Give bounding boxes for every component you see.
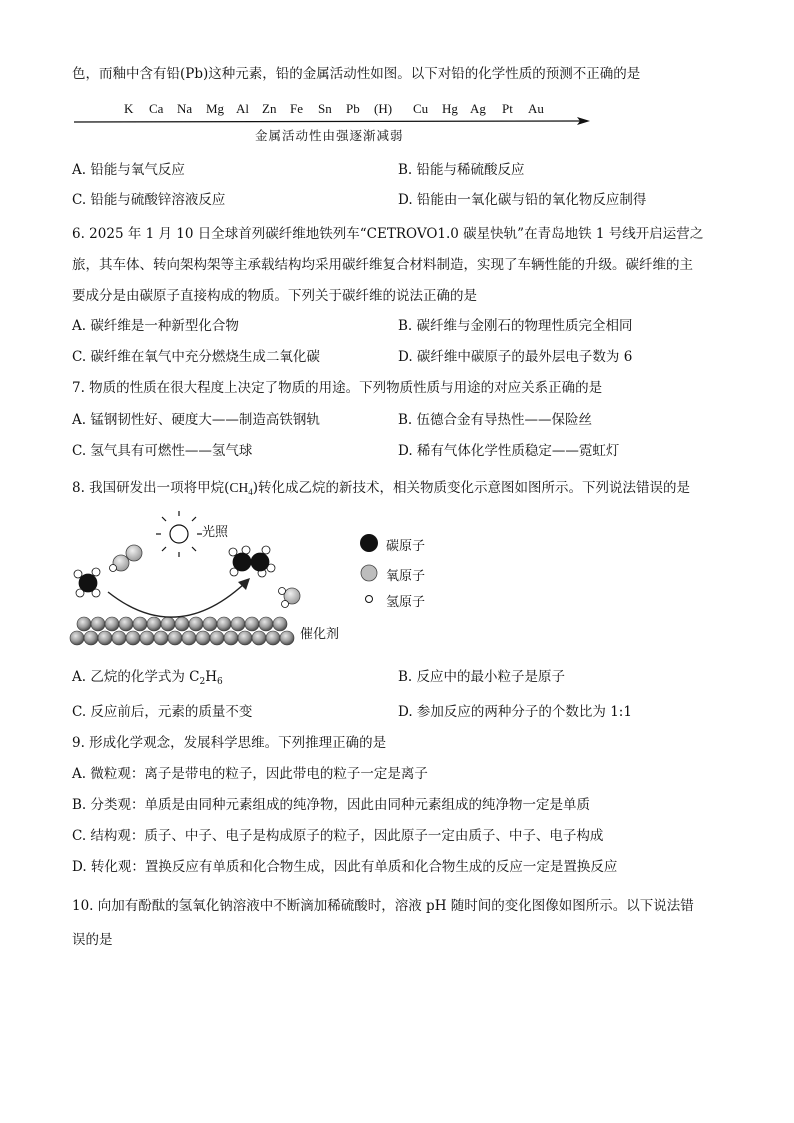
catalyst-surface [70,617,294,645]
q8-option-c: C. 反应前后，元素的质量不变 [72,704,253,720]
q5-option-c: C. 铅能与硫酸锌溶液反应 [72,192,226,208]
q8-option-a [72,667,223,692]
series-element: Mg [206,101,225,116]
series-element: Au [528,101,544,116]
series-element: Na [177,101,193,116]
q6-option-d: D. 碳纤维中碳原子的最外层电子数为 6 [398,349,633,365]
series-element: K [124,101,134,116]
q9-stem: 9. 形成化学观念，发展科学思维。下列推理正确的是 [72,735,387,751]
q9-option-c: C. 结构观：质子、中子、电子是构成原子的粒子，因此原子一定由质子、中子、电子构成 [72,828,604,844]
series-element: Sn [318,101,332,116]
q8-formula-sub: 4 [248,487,253,497]
legend-oxygen: 氧原子 [386,569,426,584]
series-element: Al [236,101,249,116]
series-element: Pt [502,101,513,116]
q9-option-a: A. 微粒观：离子是带电的粒子，因此带电的粒子一定是离子 [72,766,428,782]
q10-stem-line2: 误的是 [72,932,113,948]
q6-stem-line1: 6. 2025 年 1 月 10 日全球首列碳纤维地铁列车“CETROVO1.0 碳星快轨”在青岛地铁 1 号线开启运营之 [72,226,704,242]
catalyst-label: 催化剂 [300,627,340,642]
series-element: Pb [346,101,360,116]
hydrogen-atom-icon [366,596,373,603]
q8-option-a-mid: H [205,669,217,685]
q8-option-a-text: A. 乙烷的化学式为 C [72,669,200,685]
q6-stem-line3: 要成分是由碳原子直接构成的物质。下列关于碳纤维的说法正确的是 [72,288,477,304]
q7-option-a: A. 锰钢韧性好、硬度大——制造高铁钢轨 [72,412,320,428]
q8-stem [72,478,734,502]
light-label: 光照 [202,525,229,540]
series-caption: 金属活动性由强逐渐减弱 [255,128,404,143]
q8-stem-pre: 8. 我国研发出一项将甲烷( [72,480,230,496]
q5-option-d: D. 铅能由一氧化碳与铅的氧化物反应制得 [398,192,647,208]
series-element: Ag [470,101,486,116]
q9-option-d: D. 转化观：置换反应有单质和化合物生成，因此有单质和化合物生成的反应一定是置换反应 [72,859,618,875]
q8-formula [229,480,252,495]
q8-option-b: B. 反应中的最小粒子是原子 [398,669,566,685]
oxygen-molecule [110,545,143,572]
series-element: Ca [149,101,164,116]
q6-option-a: A. 碳纤维是一种新型化合物 [72,318,239,334]
q5-option-b: B. 铅能与稀硫酸反应 [398,162,525,178]
q8-option-a-sub2: 6 [216,677,223,687]
carbon-atom-icon [360,534,378,552]
ethane-molecule [229,546,275,577]
q5-option-a: A. 铅能与氧气反应 [72,162,185,178]
q8-stem-post: )转化成乙烷的新技术，相关物质变化示意图如图所示。下列说法错误的是 [252,480,690,496]
q8-formula-main: CH [229,480,249,495]
atom-legend-symbols [356,533,386,613]
water-molecule [279,588,301,608]
q8-option-d: D. 参加反应的两种分子的个数比为 1:1 [398,704,632,720]
reaction-arrow [108,578,250,617]
q6-option-c: C. 碳纤维在氧气中充分燃烧生成二氧化碳 [72,349,320,365]
sun-icon [156,511,202,557]
series-element: Fe [290,101,303,116]
methane-molecule [74,568,100,597]
q6-stem-line2: 旅，其车体、转向架构架等主承载结构均采用碳纤维复合材料制造，实现了车辆性能的升级。碳纤维的主 [72,257,693,273]
q7-option-b: B. 伍德合金有导热性——保险丝 [398,412,593,428]
q7-option-c: C. 氢气具有可燃性——氢气球 [72,443,253,459]
q6-option-b: B. 碳纤维与金刚石的物理性质完全相同 [398,318,633,334]
oxygen-atom-icon [361,565,377,581]
q7-stem: 7. 物质的性质在很大程度上决定了物质的用途。下列物质性质与用途的对应关系正确的是 [72,380,603,396]
q8-option-a-sub1: 2 [199,677,206,687]
series-element: Zn [262,101,277,116]
q9-option-b: B. 分类观：单质是由同种元素组成的纯净物，因此由同种元素组成的纯净物一定是单质 [72,797,591,813]
q5-stem: 色，而釉中含有铅(Pb)这种元素，铅的金属活动性如图。以下对铅的化学性质的预测不正确的是 [72,66,641,82]
legend-carbon: 碳原子 [386,539,426,554]
series-element: Cu [413,101,429,116]
series-element: (H) [374,101,393,116]
series-element: Hg [442,101,458,116]
q10-stem-line1: 10. 向加有酚酞的氢氧化钠溶液中不断滴加稀硫酸时，溶液 pH 随时间的变化图像如图所示。以下说法错 [72,898,694,914]
legend-hydrogen: 氢原子 [386,595,426,610]
q7-option-d: D. 稀有气体化学性质稳定——霓虹灯 [398,443,620,459]
